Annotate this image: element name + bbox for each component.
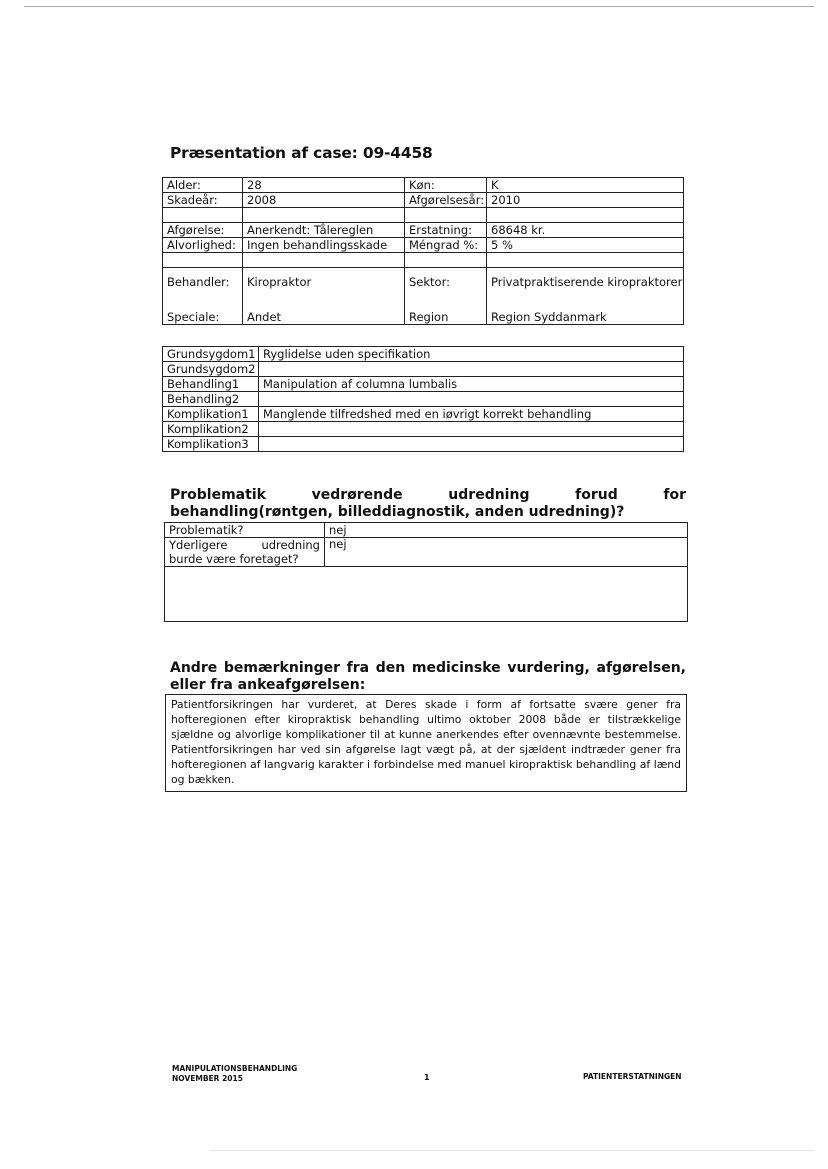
remarks-text: Patientforsikringen har vurderet, at Deres skade i form af fortsatte svære gener fra hofteregionen efter kiropraktisk behandling ultimo oktober 2008 både er tilstrækkelige sjældne og alvorlige komplikationer til at kunne anerkendes efter ovennævnte bestemmelse. Patientforsikringen har ved sin afgørelse lagt vægt på, at der sjældent indtræder gener fra hofteregionen af langvarig karakter i forbindelse med manuel kiropraktisk behandling af lænd og bækken. <box>165 694 687 792</box>
case-value: 5 % <box>487 238 684 253</box>
table-row <box>163 422 684 437</box>
case-value <box>243 208 405 223</box>
diagnosis-value: Manipulation af columna lumbalis <box>259 377 684 392</box>
table-row <box>163 407 684 422</box>
diagnosis-value <box>259 392 684 407</box>
case-label: Skadeår: <box>163 193 243 208</box>
case-value: Region Syddanmark <box>487 296 684 325</box>
case-value: 2010 <box>487 193 684 208</box>
case-label: Afgørelse: <box>163 223 243 238</box>
case-value <box>487 253 684 268</box>
case-value: Kiropraktor <box>243 268 405 297</box>
table-row <box>165 538 688 567</box>
diagnosis-value: Ryglidelse uden specifikation <box>259 347 684 362</box>
case-value: Privatpraktiserende kiropraktorer <box>487 268 684 297</box>
problem-question: Yderligere udredning burde være foretaget? <box>165 538 325 567</box>
footer-doc-title: MANIPULATIONSBEHANDLING <box>172 1064 298 1073</box>
table-row <box>163 362 684 377</box>
diagnosis-label: Behandling2 <box>163 392 259 407</box>
case-label: Alvorlighed: <box>163 238 243 253</box>
bottom-rule <box>210 1150 814 1151</box>
table-row <box>163 223 684 238</box>
table-row <box>163 296 684 325</box>
diagnosis-table <box>162 346 684 452</box>
diagnosis-label: Grundsygdom1 <box>163 347 259 362</box>
case-label <box>163 208 243 223</box>
case-label: Méngrad %: <box>405 238 487 253</box>
problem-notes-cell <box>165 567 688 622</box>
table-row <box>163 347 684 362</box>
problem-section-heading: Problematik vedrørende udredning forud for behandling(røntgen, billeddiagnostik, anden udredning)? <box>170 487 686 520</box>
case-info-table <box>162 177 684 325</box>
case-label: Alder: <box>163 178 243 193</box>
problem-question: Problematik? <box>165 523 325 538</box>
table-row <box>163 208 684 223</box>
diagnosis-value <box>259 362 684 377</box>
table-row <box>163 253 684 268</box>
table-row <box>163 392 684 407</box>
diagnosis-label: Grundsygdom2 <box>163 362 259 377</box>
top-rule <box>24 6 814 7</box>
case-label <box>405 208 487 223</box>
table-row <box>163 268 684 297</box>
problem-answer: nej <box>325 538 688 567</box>
table-row <box>163 437 684 452</box>
table-row <box>163 193 684 208</box>
case-value: Ingen behandlingsskade <box>243 238 405 253</box>
page-number: 1 <box>424 1073 430 1082</box>
table-row <box>163 377 684 392</box>
case-value: Andet <box>243 296 405 325</box>
footer-left <box>172 1064 297 1084</box>
diagnosis-label: Behandling1 <box>163 377 259 392</box>
diagnosis-label: Komplikation2 <box>163 422 259 437</box>
case-label: Sektor: <box>405 268 487 297</box>
diagnosis-value <box>259 437 684 452</box>
problem-table <box>164 522 688 622</box>
page-title: Præsentation af case: 09-4458 <box>170 144 433 162</box>
table-row <box>163 178 684 193</box>
table-row <box>163 238 684 253</box>
case-value: 28 <box>243 178 405 193</box>
diagnosis-value: Manglende tilfredshed med en iøvrigt korrekt behandling <box>259 407 684 422</box>
case-label: Behandler: <box>163 268 243 297</box>
case-value: 2008 <box>243 193 405 208</box>
case-label <box>163 253 243 268</box>
case-label: Afgørelsesår: <box>405 193 487 208</box>
case-value: K <box>487 178 684 193</box>
case-value <box>243 253 405 268</box>
table-row <box>165 523 688 538</box>
diagnosis-label: Komplikation1 <box>163 407 259 422</box>
case-label: Speciale: <box>163 296 243 325</box>
case-value: Anerkendt: Tålereglen <box>243 223 405 238</box>
case-value <box>487 208 684 223</box>
footer-organization: PATIENTERSTATNINGEN <box>583 1072 682 1081</box>
case-label <box>405 253 487 268</box>
table-row <box>165 567 688 622</box>
case-label: Erstatning: <box>405 223 487 238</box>
footer-date: NOVEMBER 2015 <box>172 1074 243 1083</box>
remarks-section-heading: Andre bemærkninger fra den medicinske vurdering, afgørelsen, eller fra ankeafgørelsen: <box>170 660 686 693</box>
diagnosis-value <box>259 422 684 437</box>
case-value: 68648 kr. <box>487 223 684 238</box>
case-label: Region <box>405 296 487 325</box>
diagnosis-label: Komplikation3 <box>163 437 259 452</box>
case-label: Køn: <box>405 178 487 193</box>
problem-answer: nej <box>325 523 688 538</box>
